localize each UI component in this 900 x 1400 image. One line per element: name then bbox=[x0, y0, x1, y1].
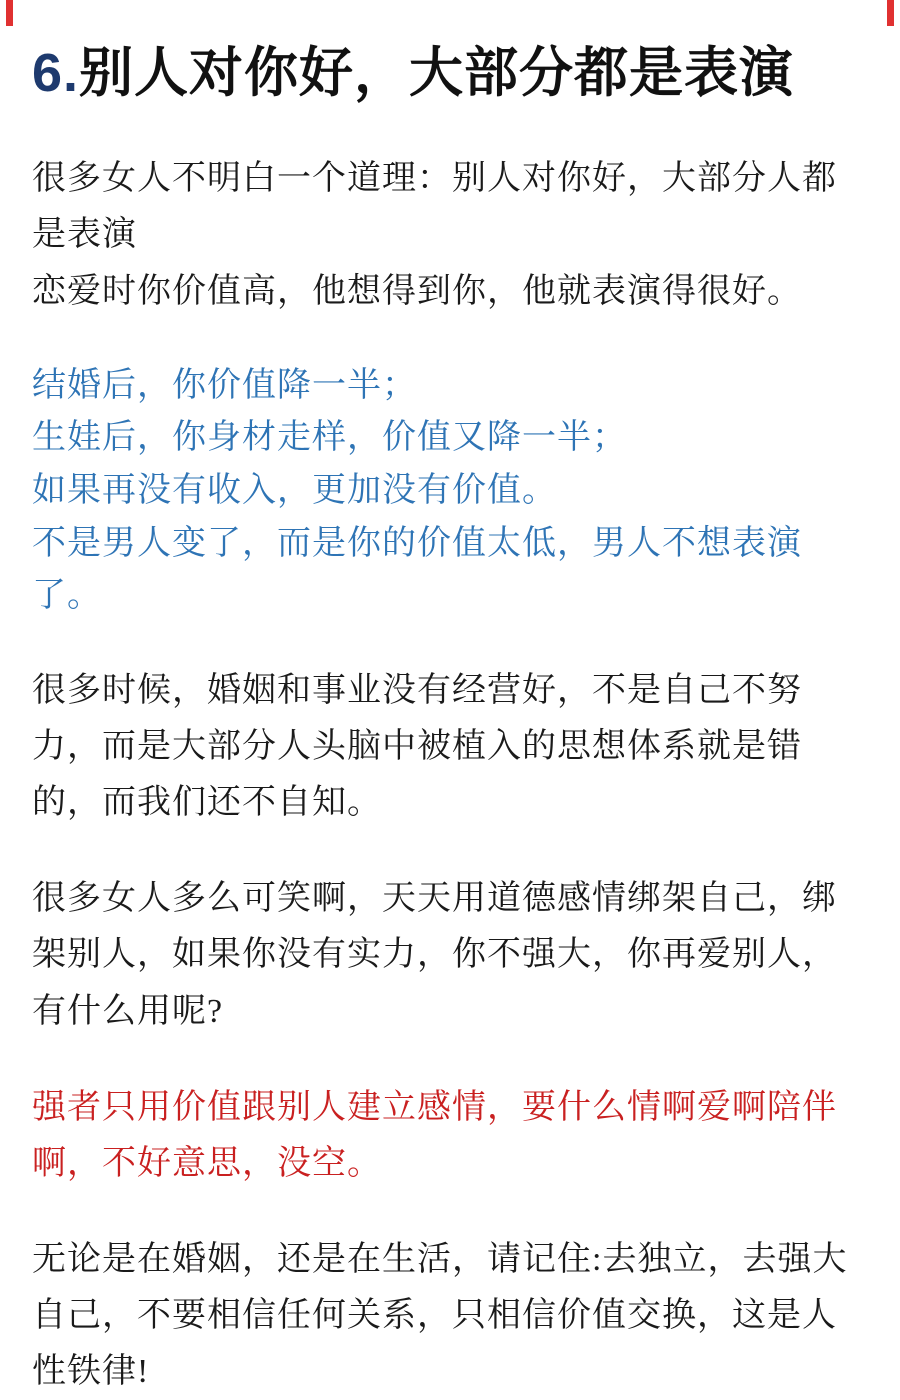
paragraph-strong-red: 强者只用价值跟别人建立感情，要什么情啊爱啊陪伴啊，不好意思，没空。 bbox=[32, 1088, 837, 1182]
blue-line-4: 不是男人变了，而是你的价值太低，男人不想表演了。 bbox=[32, 524, 802, 615]
paragraph-conclusion: 无论是在婚姻，还是在生活，请记住:去独立，去强大自己，不要相信任何关系，只相信价值交换，这是人性铁律! bbox=[32, 1240, 848, 1391]
blue-line-2: 生娃后，你身材走样，价值又降一半； bbox=[32, 419, 627, 457]
title-text: 别人对你好，大部分都是表演 bbox=[79, 43, 795, 103]
paragraph-blue-list bbox=[32, 360, 868, 623]
blue-line-1: 结婚后，你价值降一半； bbox=[32, 366, 417, 404]
paragraph-ridicule: 很多女人多么可笑啊，天天用道德感情绑架自己，绑架别人，如果你没有实力，你不强大，你再爱别人，有什么用呢? bbox=[32, 880, 837, 1030]
page-title bbox=[32, 44, 868, 103]
title-number: 6. bbox=[32, 43, 80, 103]
top-left-red-mark bbox=[6, 0, 13, 26]
top-right-red-mark bbox=[887, 0, 894, 26]
blue-line-3: 如果再没有收入，更加没有价值。 bbox=[32, 472, 557, 510]
intro-line-1: 很多女人不明白一个道理：别人对你好，大部分人都是表演 bbox=[32, 160, 837, 254]
paragraph-intro bbox=[32, 151, 868, 319]
paragraph-mindset: 很多时候，婚姻和事业没有经营好，不是自己不努力，而是大部分人头脑中被植入的思想体系就是错的，而我们还不自知。 bbox=[32, 672, 802, 822]
intro-line-2: 恋爱时你价值高，他想得到你，他就表演得很好。 bbox=[32, 272, 802, 310]
